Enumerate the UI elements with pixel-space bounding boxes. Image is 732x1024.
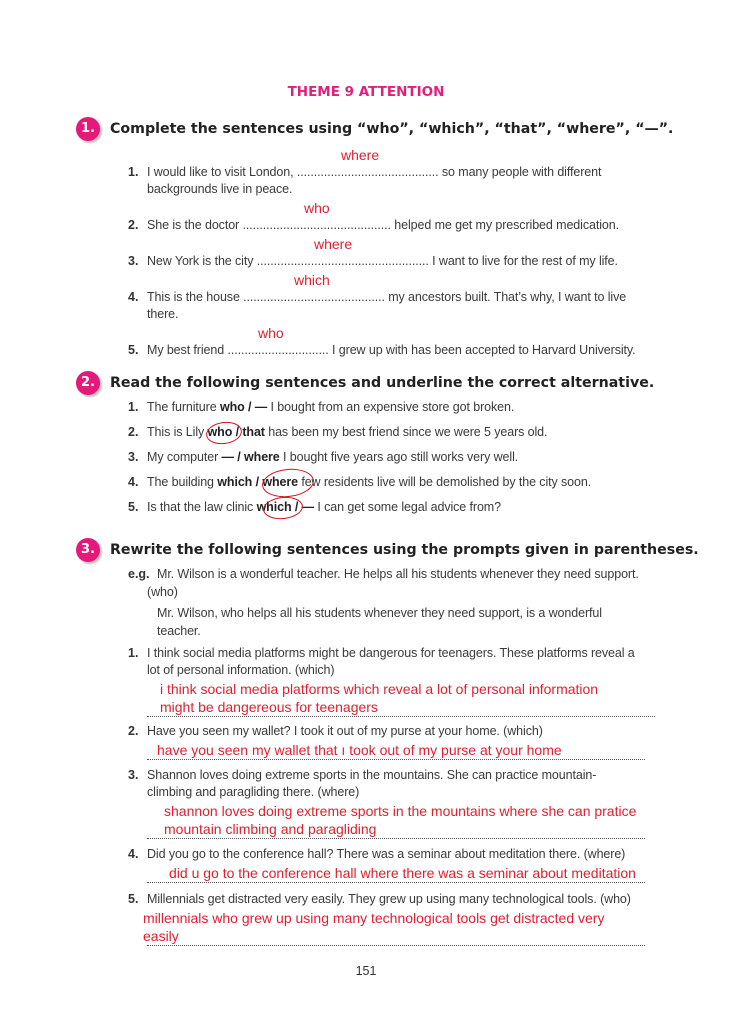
- handwritten-answer: did u go to the conference hall where there was a seminar about meditation: [169, 865, 636, 881]
- handwritten-answer: i think social media platforms which reveal a lot of personal information: [160, 681, 599, 697]
- handwritten-answer: where: [341, 147, 380, 163]
- page-number: 151: [355, 964, 377, 978]
- item-number: 2.: [128, 425, 139, 439]
- item-number: 1.: [128, 646, 139, 660]
- sentence-line: (who): [147, 585, 178, 599]
- sentence-line: She is the doctor ............................................ helped me get my prescribed medication.: [147, 218, 619, 232]
- item-number: 3.: [128, 768, 139, 782]
- item-number: 4.: [128, 847, 139, 861]
- sentence-text: I can get some legal advice from?: [314, 500, 501, 514]
- handwritten-answer: easily: [143, 928, 179, 944]
- sentence-line: I think social media platforms might be dangerous for teenagers. These platforms reveal a: [147, 646, 635, 660]
- item-number: 5.: [128, 892, 139, 906]
- handwritten-circle: [261, 466, 316, 499]
- sentence-line: Millennials get distracted very easily. They grew up using many technological tools. (who): [147, 892, 631, 906]
- item-number: 2.: [128, 218, 139, 232]
- alternatives: who / —: [219, 400, 268, 414]
- handwritten-answer: might be dangereous for teenagers: [160, 699, 378, 715]
- answer-line: [147, 882, 645, 883]
- sentence-text: The building: [147, 475, 218, 489]
- answer-line: [147, 759, 645, 760]
- sentence-line: Shannon loves doing extreme sports in the mountains. She can practice mountain-: [147, 768, 597, 782]
- sentence-line: [147, 400, 514, 415]
- sentence-text: The furniture: [147, 400, 220, 414]
- handwritten-answer: who: [304, 200, 330, 216]
- handwritten-answer: mountain climbing and paragliding: [164, 821, 377, 837]
- answer-line: [147, 838, 645, 839]
- section-2-heading: Read the following sentences and underline the correct alternative.: [110, 375, 655, 391]
- example-answer: Mr. Wilson, who helps all his students whenever they need support, is a wonderful: [157, 606, 602, 620]
- alternatives: which / where: [217, 475, 298, 489]
- section-2-badge: 2.: [76, 371, 100, 395]
- item-number: 5.: [128, 500, 139, 514]
- item-number: 2.: [128, 724, 139, 738]
- sentence-text: I bought from an expensive store got broken.: [267, 400, 515, 414]
- item-number: 4.: [128, 290, 139, 304]
- handwritten-answer: who: [258, 325, 284, 341]
- sentence-line: [147, 500, 501, 515]
- example-answer: teacher.: [157, 624, 201, 638]
- handwritten-answer: which: [294, 272, 330, 288]
- sentence-line: climbing and paragliding there. (where): [147, 785, 360, 799]
- sentence-line: Did you go to the conference hall? There was a seminar about meditation there. (where): [147, 847, 626, 861]
- handwritten-answer: have you seen my wallet that ı took out of my purse at your home: [157, 742, 562, 758]
- sentence-line: there.: [147, 307, 179, 321]
- sentence-text: Is that the law clinic: [147, 500, 257, 514]
- sentence-text: has been my best friend since we were 5 years old.: [264, 425, 548, 439]
- item-number: 1.: [128, 400, 139, 414]
- answer-line: [147, 945, 645, 946]
- handwritten-circle: [262, 495, 304, 521]
- sentence-line: This is the house .......................................... my ancestors built. That’s why, I want to live: [147, 290, 627, 304]
- sentence-text: My computer: [147, 450, 222, 464]
- answer-line: [147, 716, 655, 717]
- sentence-text: I bought five years ago still works very well.: [279, 450, 519, 464]
- sentence-text: few residents live will be demolished by the city soon.: [297, 475, 592, 489]
- sentence-line: [147, 475, 591, 490]
- alternatives: — / where: [221, 450, 280, 464]
- section-1-badge: 1.: [76, 117, 100, 141]
- item-number: 5.: [128, 343, 139, 357]
- item-number: 1.: [128, 165, 139, 179]
- page-title: THEME 9 ATTENTION: [287, 84, 445, 100]
- sentence-text: This is Lily: [147, 425, 208, 439]
- section-3-heading: Rewrite the following sentences using the prompts given in parentheses.: [110, 542, 699, 558]
- handwritten-circle: [205, 420, 244, 447]
- sentence-line: I would like to visit London, .......................................... so many people with different: [147, 165, 602, 179]
- sentence-line: Have you seen my wallet? I took it out of my purse at your home. (which): [147, 724, 543, 738]
- item-number: 3.: [128, 450, 139, 464]
- sentence-line: lot of personal information. (which): [147, 663, 335, 677]
- handwritten-answer: where: [314, 236, 353, 252]
- handwritten-answer: shannon loves doing extreme sports in the mountains where she can pratice: [164, 803, 637, 819]
- sentence-line: [147, 450, 518, 465]
- sentence-line: New York is the city ................................................... I want to live for the rest of my life.: [147, 254, 618, 268]
- example-label: e.g.: [128, 567, 150, 581]
- sentence-line: Mr. Wilson is a wonderful teacher. He helps all his students whenever they need support.: [157, 567, 639, 581]
- section-1-heading: Complete the sentences using “who”, “which”, “that”, “where”, “—”.: [110, 121, 674, 137]
- handwritten-answer: millennials who grew up using many technological tools get distracted very: [143, 910, 605, 926]
- alternatives: who / that: [207, 425, 265, 439]
- item-number: 4.: [128, 475, 139, 489]
- sentence-line: backgrounds live in peace.: [147, 182, 293, 196]
- alternatives: which / —: [256, 500, 314, 514]
- section-3-badge: 3.: [76, 538, 100, 562]
- item-number: 3.: [128, 254, 139, 268]
- sentence-line: My best friend .............................. I grew up with has been accepted to Harvard University.: [147, 343, 636, 357]
